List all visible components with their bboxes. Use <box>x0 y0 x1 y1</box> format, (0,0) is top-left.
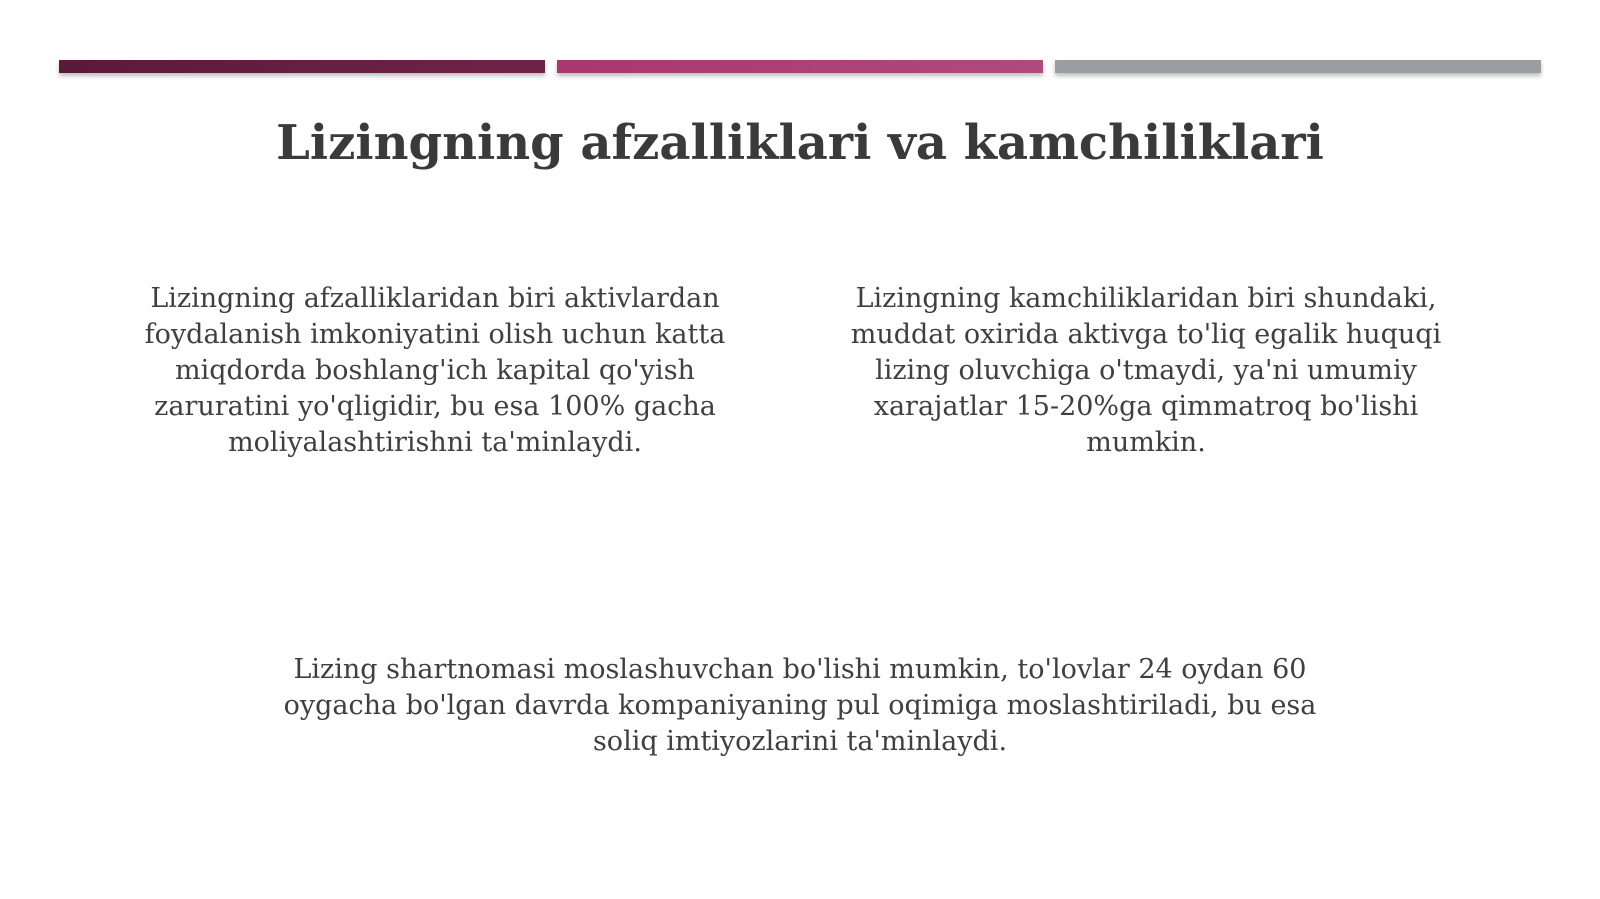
accent-bar-gray <box>1055 60 1541 73</box>
contract-flexibility-paragraph: Lizing shartnomasi moslashuvchan bo'lishi mumkin, to'lovlar 24 oydan 60 oygacha bo'lgan davrda kompaniyaning pul oqimiga moslashtiriladi, bu esa soliq imtiyozlarini ta'minlaydi. <box>283 654 1317 757</box>
accent-bar-dark-plum <box>59 60 545 73</box>
slide-title: Lizingning afzalliklari va kamchiliklari <box>276 115 1324 171</box>
advantages-paragraph: Lizingning afzalliklaridan biri aktivlardan foydalanish imkoniyatini olish uchun katta miqdorda boshlang'ich kapital qo'yish zaruratini yo'qligidir, bu esa 100% gacha moliyalashtirishni ta'minlaydi. <box>144 283 726 458</box>
disadvantages-paragraph: Lizingning kamchiliklaridan biri shundaki, muddat oxirida aktivga to'liq egalik huquqi lizing oluvchiga o'tmaydi, ya'ni umumiy xarajatlar 15-20%ga qimmatroq bo'lishi mumkin. <box>850 283 1442 458</box>
accent-bar-magenta <box>557 60 1043 73</box>
